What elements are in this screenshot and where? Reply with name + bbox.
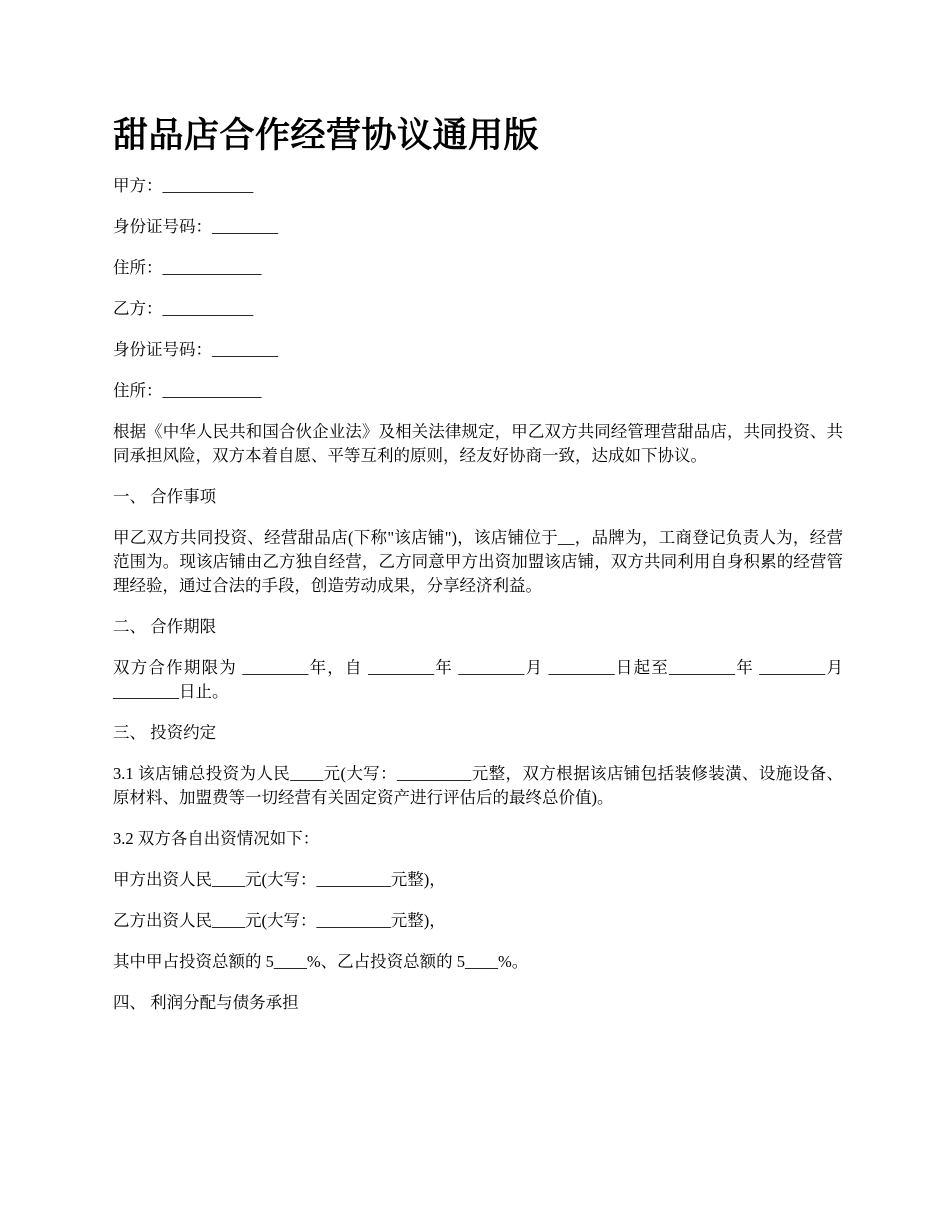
section-1-body: 甲乙双方共同投资、经营甜品店(下称"该店铺")，该店铺位于__，品牌为，工商登记负责人为，经营范围为。现该店铺由乙方独自经营，乙方同意甲方出资加盟该店铺，双方共同利用自身积累的经营管理经验，通过合法的手段，创造劳动成果，分享经济利益。: [113, 528, 843, 595]
section-2-body: 双方合作期限为 ________年，自 ________年 ________月 ________日起至________年 ________月 ________日止。: [113, 658, 848, 701]
document-title: 甜品店合作经营协议通用版: [113, 115, 540, 156]
party-a-address-field: 住所：____________: [113, 258, 262, 277]
party-b-field: 乙方：___________: [113, 299, 254, 318]
clause-3-2: 3.2 双方各自出资情况如下：: [113, 829, 320, 848]
document-page: [113, 112, 848, 1032]
party-a-investment: 甲方出资人民____元(大写：_________元整)，: [113, 870, 446, 889]
party-b-address-field: 住所：____________: [113, 381, 262, 400]
party-a-id-field: 身份证号码：________: [113, 217, 278, 236]
party-a-field: 甲方：___________: [113, 176, 254, 195]
section-4-heading: 四、 利润分配与债务承担: [113, 993, 299, 1012]
party-b-id-field: 身份证号码：________: [113, 340, 278, 359]
investment-ratio: 其中甲占投资总额的 5____%、乙占投资总额的 5____%。: [113, 952, 529, 971]
preamble-paragraph: 根据《中华人民共和国合伙企业法》及相关法律规定，甲乙双方共同经管理营甜品店，共同投资、共同承担风险，双方本着自愿、平等互利的原则，经友好协商一致，达成如下协议。: [113, 422, 843, 465]
clause-3-1: 3.1 该店铺总投资为人民____元(大写：_________元整，双方根据该店铺包括装修装潢、设施设备、原材料、加盟费等一切经营有关固定资产进行评估后的最终总价值)。: [113, 764, 843, 807]
party-b-investment: 乙方出资人民____元(大写：_________元整)，: [113, 911, 446, 930]
section-1-heading: 一、 合作事项: [113, 487, 217, 506]
section-3-heading: 三、 投资约定: [113, 723, 217, 742]
section-2-heading: 二、 合作期限: [113, 617, 217, 636]
